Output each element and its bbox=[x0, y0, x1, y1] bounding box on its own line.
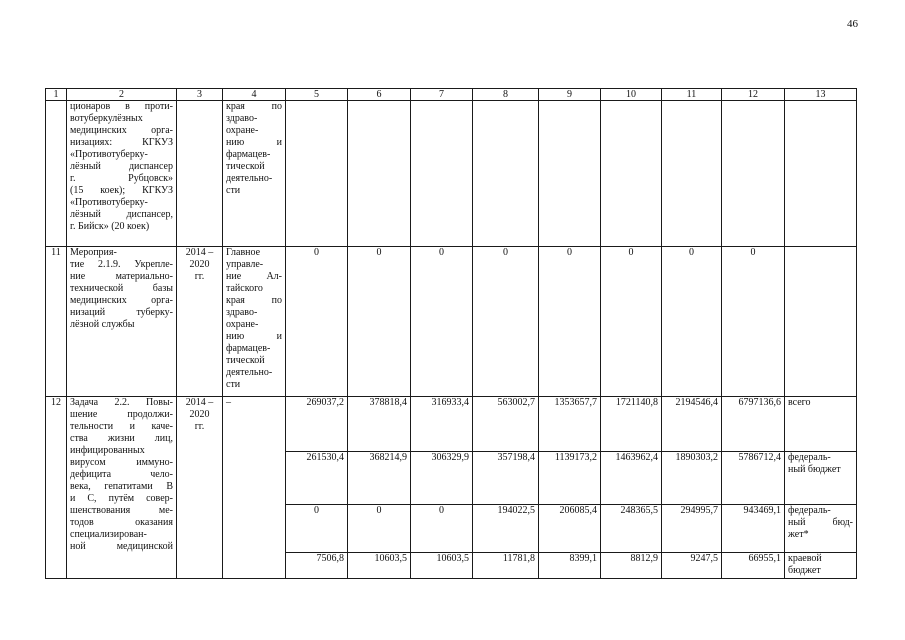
table-row-11 bbox=[46, 247, 857, 397]
desc-line: тие 2.1.9. Укрепле- bbox=[70, 259, 173, 270]
source-line: федераль- bbox=[788, 505, 831, 516]
desc-line: «Противотуберку- bbox=[70, 149, 148, 160]
value-cell: 11781,8 bbox=[473, 553, 539, 579]
source-line: ный бюджет bbox=[788, 464, 841, 475]
value-cell: 0 bbox=[348, 505, 411, 553]
desc-line: медицинских орга- bbox=[70, 125, 173, 136]
task-description bbox=[67, 397, 177, 579]
period-line: 2014 – bbox=[185, 247, 214, 258]
header-cell: 4 bbox=[223, 89, 286, 101]
exec-line: фармацев- bbox=[226, 343, 271, 354]
exec-line: нию и bbox=[226, 137, 282, 148]
desc-line: (15 коек); КГКУЗ bbox=[70, 185, 173, 196]
row-number-cell bbox=[46, 101, 67, 247]
exec-line: Главное bbox=[226, 247, 261, 258]
value-cell: 269037,2 bbox=[286, 397, 348, 452]
executor-cell bbox=[223, 101, 286, 247]
desc-line: ства жизни лиц, bbox=[70, 433, 173, 444]
value-cell: 563002,7 bbox=[473, 397, 539, 452]
desc-line: ние материально- bbox=[70, 271, 173, 282]
executor-cell bbox=[223, 247, 286, 397]
desc-line: лёзной службы bbox=[70, 319, 135, 330]
exec-line: здраво- bbox=[226, 307, 258, 318]
exec-line: нию и bbox=[226, 331, 282, 342]
header-cell: 10 bbox=[601, 89, 662, 101]
row-number: 11 bbox=[46, 247, 67, 397]
value-cell: 1721140,8 bbox=[601, 397, 662, 452]
desc-line: г. Бийск» (20 коек) bbox=[70, 221, 150, 232]
desc-line: вотуберкулёзных bbox=[70, 113, 143, 124]
value-cell: 8399,1 bbox=[539, 553, 601, 579]
value-cell bbox=[722, 101, 785, 247]
period-line: 2020 bbox=[189, 259, 210, 270]
exec-line: охране- bbox=[226, 319, 259, 330]
exec-line: сти bbox=[226, 379, 241, 390]
value-cell: 368214,9 bbox=[348, 452, 411, 505]
period-cell bbox=[177, 397, 223, 579]
funding-source-cell bbox=[785, 397, 857, 452]
value-cell: 0 bbox=[286, 505, 348, 553]
exec-line: – bbox=[226, 397, 231, 408]
value-cell: 357198,4 bbox=[473, 452, 539, 505]
value-cell: 9247,5 bbox=[662, 553, 722, 579]
source-line: жет* bbox=[788, 529, 809, 540]
desc-line: специализирован- bbox=[70, 529, 147, 540]
row-number: 12 bbox=[46, 397, 67, 579]
exec-line: деятельно- bbox=[226, 367, 273, 378]
value-cell: 0 bbox=[411, 247, 473, 397]
header-cell: 3 bbox=[177, 89, 223, 101]
value-cell: 8812,9 bbox=[601, 553, 662, 579]
header-cell: 2 bbox=[67, 89, 177, 101]
value-cell: 0 bbox=[348, 247, 411, 397]
value-cell: 294995,7 bbox=[662, 505, 722, 553]
value-cell: 0 bbox=[539, 247, 601, 397]
value-cell bbox=[601, 101, 662, 247]
desc-line: лёзный диспансер, bbox=[70, 209, 173, 220]
header-cell: 6 bbox=[348, 89, 411, 101]
value-cell: 306329,9 bbox=[411, 452, 473, 505]
value-cell: 206085,4 bbox=[539, 505, 601, 553]
desc-line: ной медицинской bbox=[70, 541, 173, 552]
exec-line: тической bbox=[226, 355, 265, 366]
header-cell: 1 bbox=[46, 89, 67, 101]
funding-source-cell bbox=[785, 505, 857, 553]
value-cell bbox=[411, 101, 473, 247]
desc-line: дефицита чело- bbox=[70, 469, 173, 480]
exec-line: тайского bbox=[226, 283, 263, 294]
desc-line: вирусом иммуно- bbox=[70, 457, 173, 468]
value-cell: 0 bbox=[411, 505, 473, 553]
source-cell bbox=[785, 247, 857, 397]
desc-line: ционаров в проти- bbox=[70, 101, 173, 112]
source-line: краевой bbox=[788, 553, 822, 564]
source-line: ный бюд- bbox=[788, 517, 853, 528]
measure-description bbox=[67, 247, 177, 397]
value-cell: 194022,5 bbox=[473, 505, 539, 553]
value-cell: 2194546,4 bbox=[662, 397, 722, 452]
value-cell bbox=[473, 101, 539, 247]
header-cell: 7 bbox=[411, 89, 473, 101]
desc-line: шение продолжи- bbox=[70, 409, 173, 420]
period-line: гг. bbox=[194, 271, 205, 282]
source-line: федераль- bbox=[788, 452, 831, 463]
measure-description bbox=[67, 101, 177, 247]
value-cell: 316933,4 bbox=[411, 397, 473, 452]
exec-line: управле- bbox=[226, 259, 264, 270]
value-cell: 1353657,7 bbox=[539, 397, 601, 452]
value-cell: 378818,4 bbox=[348, 397, 411, 452]
exec-line: края по bbox=[226, 101, 282, 112]
value-cell: 1890303,2 bbox=[662, 452, 722, 505]
exec-line: края по bbox=[226, 295, 282, 306]
header-cell: 12 bbox=[722, 89, 785, 101]
desc-line: г. Рубцовск» bbox=[70, 173, 173, 184]
desc-line: технической базы bbox=[70, 283, 173, 294]
period-line: 2014 – bbox=[185, 397, 214, 408]
value-cell: 5786712,4 bbox=[722, 452, 785, 505]
period-line: 2020 bbox=[189, 409, 210, 420]
exec-line: ние Ал- bbox=[226, 271, 282, 282]
program-table bbox=[45, 88, 857, 579]
value-cell: 0 bbox=[601, 247, 662, 397]
value-cell: 10603,5 bbox=[411, 553, 473, 579]
value-cell: 0 bbox=[662, 247, 722, 397]
header-cell: 5 bbox=[286, 89, 348, 101]
desc-line: тельности и каче- bbox=[70, 421, 173, 432]
header-cell: 13 bbox=[785, 89, 857, 101]
value-cell: 1463962,4 bbox=[601, 452, 662, 505]
desc-line: Задача 2.2. Повы- bbox=[70, 397, 173, 408]
value-cell: 7506,8 bbox=[286, 553, 348, 579]
desc-line: низаций туберку- bbox=[70, 307, 173, 318]
desc-line: низациях: КГКУЗ bbox=[70, 137, 173, 148]
value-cell: 6797136,6 bbox=[722, 397, 785, 452]
period-cell bbox=[177, 247, 223, 397]
exec-line: фармацев- bbox=[226, 149, 271, 160]
header-cell: 9 bbox=[539, 89, 601, 101]
exec-line: деятельно- bbox=[226, 173, 273, 184]
exec-line: здраво- bbox=[226, 113, 258, 124]
value-cell: 66955,1 bbox=[722, 553, 785, 579]
value-cell: 1139173,2 bbox=[539, 452, 601, 505]
exec-line: сти bbox=[226, 185, 241, 196]
value-cell: 0 bbox=[473, 247, 539, 397]
desc-line: века, гепатитами В bbox=[70, 481, 173, 492]
funding-source-cell bbox=[785, 553, 857, 579]
value-cell: 0 bbox=[722, 247, 785, 397]
value-cell: 0 bbox=[286, 247, 348, 397]
exec-line: тической bbox=[226, 161, 265, 172]
header-row bbox=[46, 89, 857, 101]
desc-line: и С, путём совер- bbox=[70, 493, 173, 504]
value-cell bbox=[286, 101, 348, 247]
page-number: 46 bbox=[847, 18, 858, 30]
value-cell: 943469,1 bbox=[722, 505, 785, 553]
source-line: бюджет bbox=[788, 565, 821, 576]
value-cell: 10603,5 bbox=[348, 553, 411, 579]
value-cell bbox=[539, 101, 601, 247]
funding-source-cell bbox=[785, 452, 857, 505]
desc-line: лёзный диспансер bbox=[70, 161, 173, 172]
desc-line: медицинских орга- bbox=[70, 295, 173, 306]
source-cell bbox=[785, 101, 857, 247]
value-cell bbox=[348, 101, 411, 247]
value-cell: 261530,4 bbox=[286, 452, 348, 505]
header-cell: 8 bbox=[473, 89, 539, 101]
table-row-12 bbox=[46, 397, 857, 452]
exec-line: охране- bbox=[226, 125, 259, 136]
value-cell bbox=[662, 101, 722, 247]
source-line: всего bbox=[788, 397, 811, 408]
period-line: гг. bbox=[194, 421, 205, 432]
table-row-continuation bbox=[46, 101, 857, 247]
desc-line: шенствования ме- bbox=[70, 505, 173, 516]
desc-line: Мероприя- bbox=[70, 247, 117, 258]
desc-line: тодов оказания bbox=[70, 517, 173, 528]
value-cell: 248365,5 bbox=[601, 505, 662, 553]
header-cell: 11 bbox=[662, 89, 722, 101]
desc-line: инфицированных bbox=[70, 445, 145, 456]
executor-cell bbox=[223, 397, 286, 579]
desc-line: «Противотуберку- bbox=[70, 197, 148, 208]
period-cell bbox=[177, 101, 223, 247]
